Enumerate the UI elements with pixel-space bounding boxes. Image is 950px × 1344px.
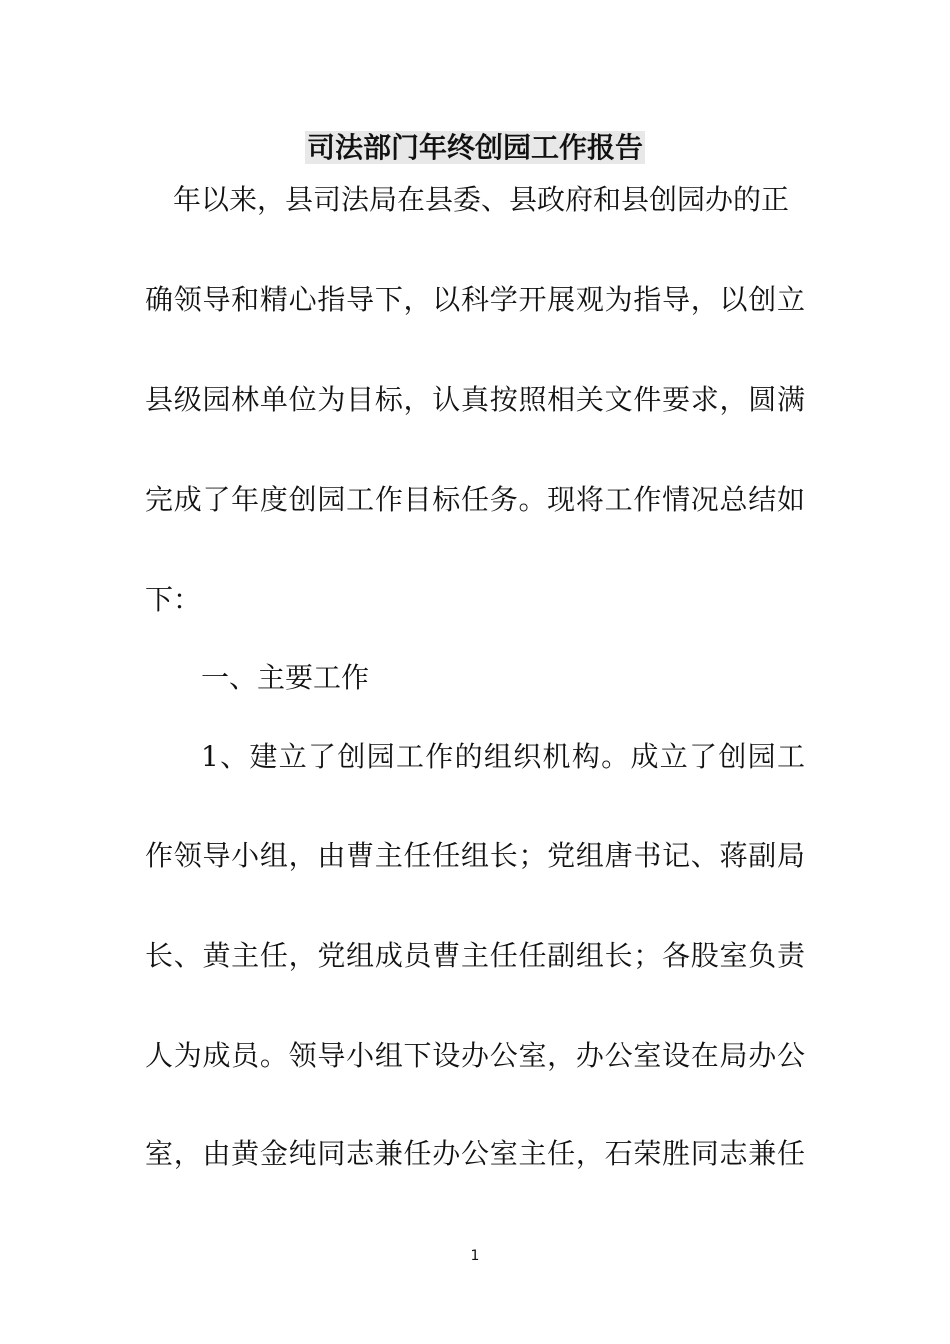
paragraph-line: 1、建立了创园工作的组织机构。成立了创园工 — [201, 740, 805, 773]
document-title — [0, 126, 950, 170]
paragraph-line: 室，由黄金纯同志兼任办公室主任，石荣胜同志兼任 — [145, 1137, 805, 1170]
paragraph-line: 确领导和精心指导下，以科学开展观为指导，以创立 — [145, 283, 805, 316]
paragraph-line: 长、黄主任，党组成员曹主任任副组长；各股室负责 — [145, 939, 805, 972]
page-number: 1 — [470, 1248, 480, 1264]
paragraph-line: 县级园林单位为目标，认真按照相关文件要求，圆满 — [145, 383, 805, 416]
paragraph-line: 作领导小组，由曹主任任组长；党组唐书记、蒋副局 — [145, 839, 805, 872]
paragraph-line: 年以来，县司法局在县委、县政府和县创园办的正 — [173, 183, 790, 216]
paragraph-line: 人为成员。领导小组下设办公室，办公室设在局办公 — [145, 1039, 805, 1072]
paragraph-line: 下： — [145, 583, 202, 616]
section-heading: 一、主要工作 — [201, 661, 370, 694]
document-title-text: 司法部门年终创园工作报告 — [306, 131, 643, 164]
paragraph-line: 完成了年度创园工作目标任务。现将工作情况总结如 — [145, 483, 805, 516]
